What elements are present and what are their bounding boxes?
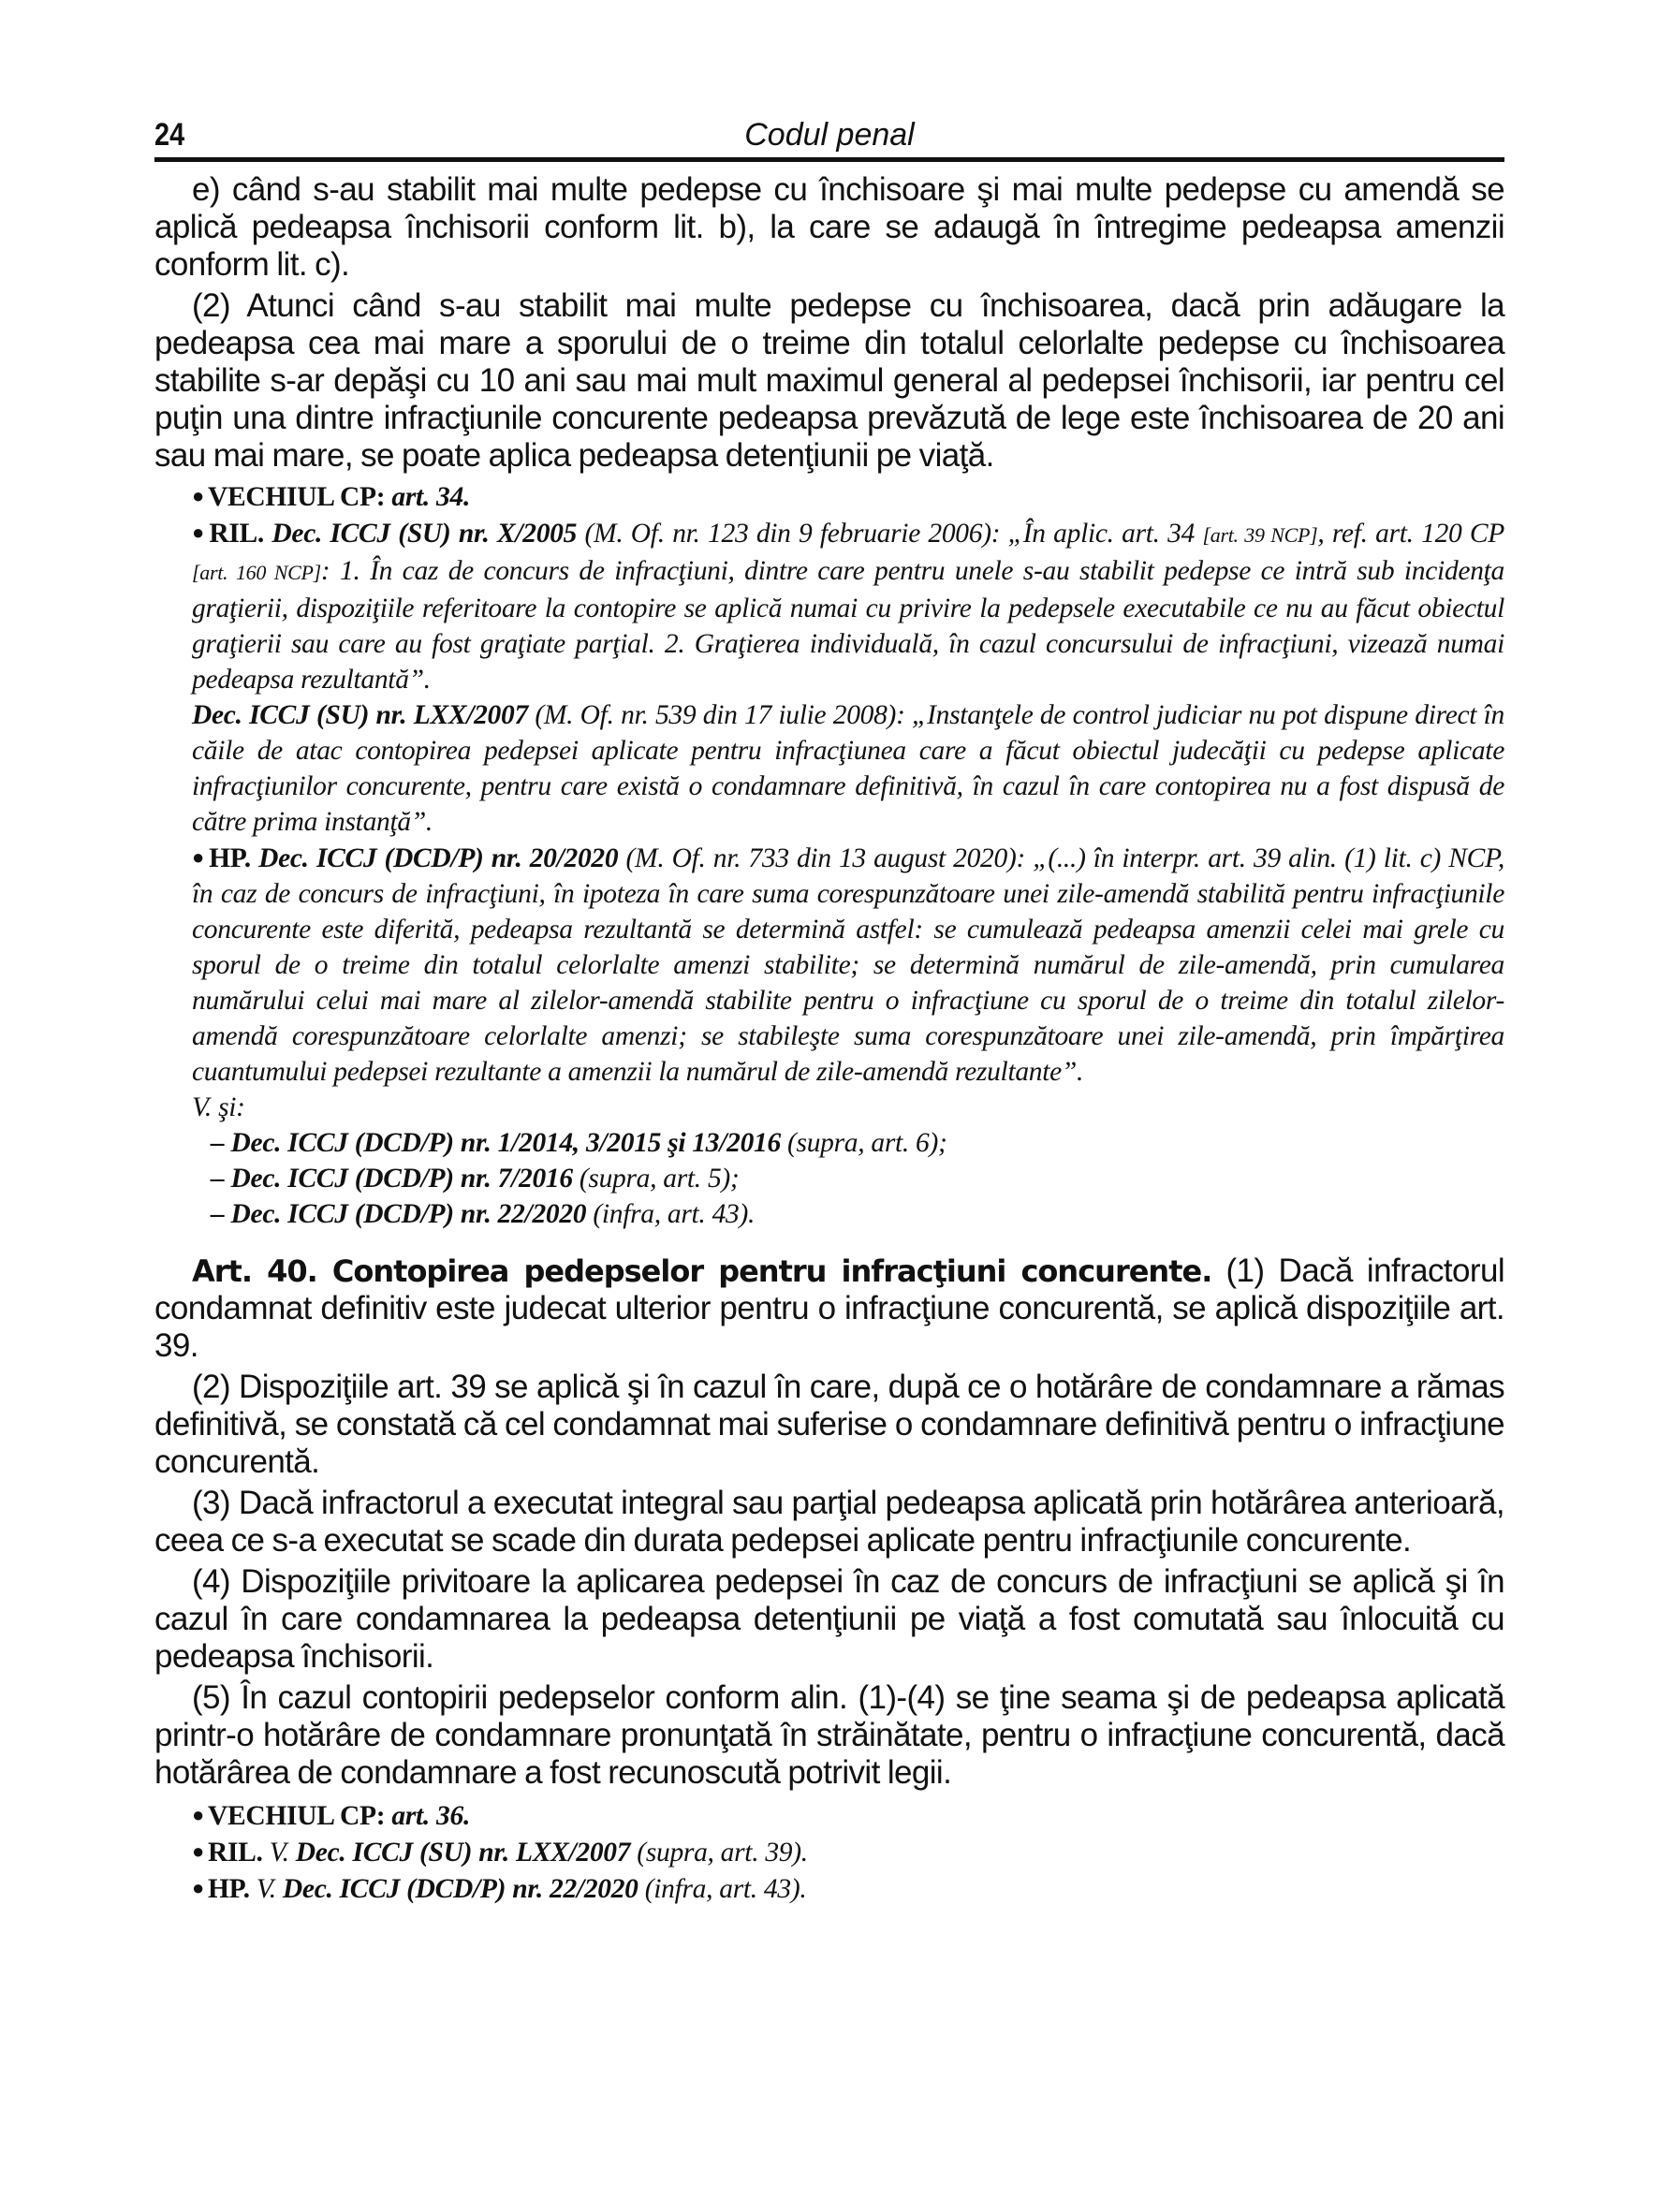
document-page [154, 110, 1504, 1907]
art40-alin-5: (5) În cazul contopirii pedepselor conform alin. (1)-(4) se ţine seama şi de pedeapsa aplicată printr-o hotărâre de condamnare pronunţată în străinătate, pentru o infracţiune concurentă, dacă hotărârea de condamnare a fost recunoscută potrivit legii. [154, 1679, 1504, 1791]
bullet-icon: ● [192, 1876, 204, 1899]
bullet-icon: ● [192, 845, 206, 869]
art40-alin-4: (4) Dispoziţiile privitoare la aplicarea pedepsei în caz de concurs de infracţiuni se aplică şi în cazul în care condamnarea la pedeapsa detenţiunii pe viaţă a fost comutată sau înlocuită cu pedeapsa închisorii. [154, 1563, 1504, 1675]
bullet-icon: ● [192, 484, 204, 507]
art40-annotations [154, 1797, 1504, 1907]
decision-reference: Dec. ICCJ (SU) nr. LXX/2007 [192, 700, 528, 730]
see-also-item: – Dec. ICCJ (DCD/P) nr. 7/2016 (supra, art. 5); [211, 1164, 740, 1194]
bullet-icon: ● [192, 1839, 204, 1863]
decision-reference: Dec. ICCJ (DCD/P) nr. 20/2020 [258, 843, 619, 873]
note-hp-20-2020: ● HP. Dec. ICCJ (DCD/P) nr. 20/2020 (M. Of. nr. 733 din 13 august 2020): „(...) în interpr. art. 39 alin. (1) lit. c) NCP, în caz de concurs de infracţiuni, în ipoteza în care suma corespunzătoare unei zile-amendă stabilită pentru infracţiunile concurente este diferită, pedeapsa rezultantă se determină astfel: se cumulează pedeapsa amenzii celei mai grele cu sporul de o treime din totalul celorlalte amenzi stabilite; se determină numărul de zile-amendă, prin cumularea numărului celui mai mare al zilelor-amendă stabilite pentru o infracţiune cu sporul de o treime din totalul zilelor-amendă corespunzătoare celorlalte amenzi; se stabileşte suma corespunzătoare unei zile-amendă, prin împărţirea cuantumului pedepsei rezultante a amenzii la numărul de zile-amendă rezultante”. [192, 843, 1505, 1087]
art39-lit-e: e) când s-au stabilit mai multe pedepse cu închisoare şi mai multe pedepse cu amendă se aplică pedeapsa închisorii conform lit. b), la care se adaugă în întregime pedeapsa amenzii conform lit. c). [154, 171, 1504, 283]
art40-alin-1: Art. 40. Contopirea pedepselor pentru infracţiuni concurente. (1) Dacă infractorul condamnat definitiv este judecat ulterior pentru o infracţiune concurentă, se aplică dispoziţiile art. 39. [154, 1252, 1504, 1364]
decision-reference: Dec. ICCJ (SU) nr. X/2005 [271, 519, 578, 549]
page-body [154, 171, 1504, 1907]
art40-alin-2: (2) Dispoziţiile art. 39 se aplică şi în cazul în care, după ce o hotărâre de condamnare a rămas definitivă, se constată că cel condamnat mai suferise o condamnare definitivă pentru o infracţiune concurentă. [154, 1369, 1504, 1480]
art40-alin-3: (3) Dacă infractorul a executat integral sau parţial pedeapsa aplicată prin hotărârea anterioară, ceea ce s-a executat se scade din durata pedepsei aplicate pentru infracţiunile concurente. [154, 1485, 1504, 1559]
running-title: Codul penal [744, 117, 915, 153]
note-hp: ● HP. V. Dec. ICCJ (DCD/P) nr. 22/2020 (infra, art. 43). [192, 1874, 807, 1904]
art39-alin-2: (2) Atunci când s-au stabilit mai multe pedepse cu închisoarea, dacă prin adăugare la pedeapsa cea mai mare a sporului de o treime din totalul celorlalte pedepse cu închisoarea stabilite s-ar depăşi cu 10 ani sau mai mult maximul general al pedepsei închisorii, iar pentru cel puţin una dintre infracţiunile concurente pedeapsa prevăzută de lege este închisoarea de 20 ani sau mai mare, se poate aplica pedeapsa detenţiunii pe viaţă. [154, 287, 1504, 474]
page-header [154, 110, 1504, 162]
note-ril-lxx-2007: Dec. ICCJ (SU) nr. LXX/2007 (M. Of. nr. 539 din 17 iulie 2008): „Instanţele de control judiciar nu pot dispune direct în căile de atac contopirea pedepsei aplicate pentru infracţiunea care a făcut obiectul judecăţii cu pedepse aplicate infracţiunilor concurente, pentru care există o condamnare definitivă, în cazul în care contopirea nu a fost dispusă de către prima instanţă”. [192, 700, 1504, 837]
see-also-item: – Dec. ICCJ (DCD/P) nr. 22/2020 (infra, art. 43). [211, 1199, 756, 1229]
see-also-item: – Dec. ICCJ (DCD/P) nr. 1/2014, 3/2015 şi 13/2016 (supra, art. 6); [211, 1128, 947, 1158]
page-number: 24 [154, 117, 185, 153]
bullet-icon: ● [192, 1803, 204, 1826]
note-vechiul-cp: ● VECHIUL CP: art. 36. [192, 1801, 471, 1831]
decision-reference: Dec. ICCJ (DCD/P) nr. 22/2020 [282, 1874, 638, 1904]
note-see-also-label: V. şi: [192, 1092, 245, 1122]
bullet-icon: ● [192, 520, 206, 544]
note-ril: ● RIL. V. Dec. ICCJ (SU) nr. LXX/2007 (supra, art. 39). [192, 1838, 808, 1868]
decision-reference: Dec. ICCJ (SU) nr. LXX/2007 [295, 1838, 631, 1868]
note-vechiul-cp: ● VECHIUL CP: art. 34. [192, 482, 471, 512]
article-heading: Art. 40. Contopirea pedepselor pentru infracţiuni concurente. [192, 1253, 1212, 1289]
art39-annotations [154, 478, 1504, 1232]
note-ril-x-2005: ● RIL. Dec. ICCJ (SU) nr. X/2005 (M. Of. nr. 123 din 9 februarie 2006): „În aplic. art. 34 [art. 39 NCP], ref. art. 120 CP [art. 160 NCP]: 1. În caz de concurs de infracţiuni, dintre care pentru unele s-au stabilit pedepse ce intră sub incidenţa graţierii, dispoziţiile referitoare la contopire se aplică numai cu privire la pedepsele executabile ce nu au făcut obiectul graţierii sau care au fost graţiate parţial. 2. Graţierea individuală, în cazul concursului de infracţiuni, vizează numai pedeapsa rezultantă”. [192, 519, 1504, 695]
